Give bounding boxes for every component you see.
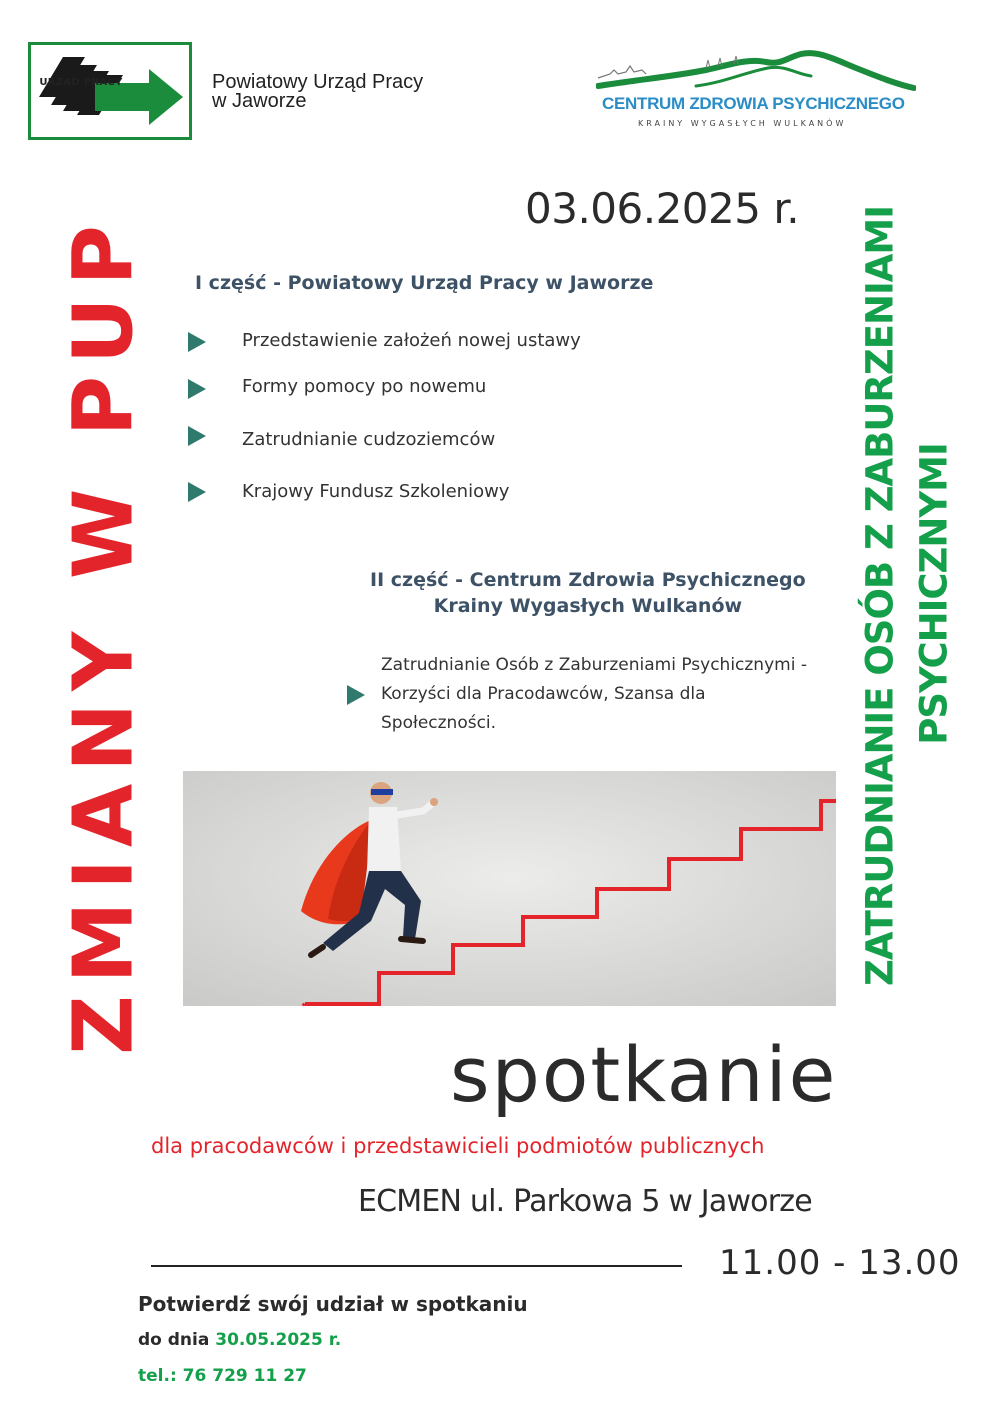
- event-type-heading: spotkanie: [450, 1030, 838, 1119]
- rsvp-phone-number: 76 729 11 27: [182, 1366, 307, 1386]
- side-title-line1: ZATRUDNIANIE OSÓB Z ZABURZENIAMI: [858, 206, 902, 986]
- pup-name-line2: w Jaworze: [212, 90, 307, 112]
- side-title-line2: PSYCHICZNYMI: [912, 443, 956, 745]
- rsvp-phone-prefix: tel.:: [138, 1366, 177, 1386]
- part2-title: [370, 567, 806, 619]
- part1-item: Przedstawienie założeń nowej ustawy: [242, 330, 581, 351]
- bullet-arrow-icon: [186, 481, 208, 503]
- czp-mountain-logo: [596, 46, 916, 130]
- part1-item: Zatrudnianie cudzoziemców: [242, 429, 496, 450]
- event-location: ECMEN ul. Parkowa 5 w Jaworze: [358, 1184, 812, 1219]
- part2-title-line2: Krainy Wygasłych Wulkanów: [433, 595, 743, 617]
- pup-logo-caption: URZĄD PRACY: [39, 77, 123, 88]
- part2-text-line1: Zatrudnianie Osób z Zaburzeniami Psychicznymi -: [381, 655, 807, 675]
- czp-title: CENTRUM ZDROWIA PSYCHICZNEGO: [602, 94, 905, 113]
- part1-item: Krajowy Fundusz Szkoleniowy: [242, 481, 510, 502]
- czp-subtitle: KRAINY WYGASŁYCH WULKANÓW: [638, 119, 847, 128]
- pup-logo: [28, 42, 192, 140]
- divider-line: [151, 1265, 682, 1267]
- part1-title: I część - Powiatowy Urząd Pracy w Jaworze: [195, 272, 654, 294]
- pup-logo-graphic: [31, 45, 189, 137]
- rsvp-deadline: [138, 1330, 341, 1350]
- part2-text-line3: Społeczności.: [381, 713, 497, 733]
- rsvp-label: Potwierdź swój udział w spotkaniu: [138, 1292, 528, 1316]
- bullet-arrow-icon: [186, 378, 208, 400]
- rsvp-phone: [138, 1366, 307, 1386]
- part2-description: [381, 651, 807, 738]
- part2-title-line1: II część - Centrum Zdrowia Psychicznego: [370, 569, 806, 591]
- rsvp-deadline-date: 30.05.2025 r.: [215, 1330, 342, 1350]
- part1-item: Formy pomocy po nowemu: [242, 376, 487, 397]
- superhero-stairs-photo: [183, 771, 836, 1006]
- event-audience: dla pracodawców i przedstawicieli podmiotów publicznych: [151, 1134, 765, 1158]
- bullet-arrow-icon: [186, 425, 208, 447]
- main-title: ZMIANY W PUP: [56, 213, 152, 1055]
- pup-name-line1: Powiatowy Urząd Pracy: [212, 71, 424, 93]
- rsvp-deadline-prefix: do dnia: [138, 1330, 210, 1350]
- bullet-arrow-icon: [345, 684, 367, 706]
- part2-text-line2: Korzyści dla Pracodawców, Szansa dla: [381, 684, 706, 704]
- bullet-arrow-icon: [186, 331, 208, 353]
- event-date: 03.06.2025 r.: [525, 184, 800, 233]
- pup-name: [212, 73, 423, 111]
- event-time: 11.00 - 13.00: [719, 1243, 961, 1283]
